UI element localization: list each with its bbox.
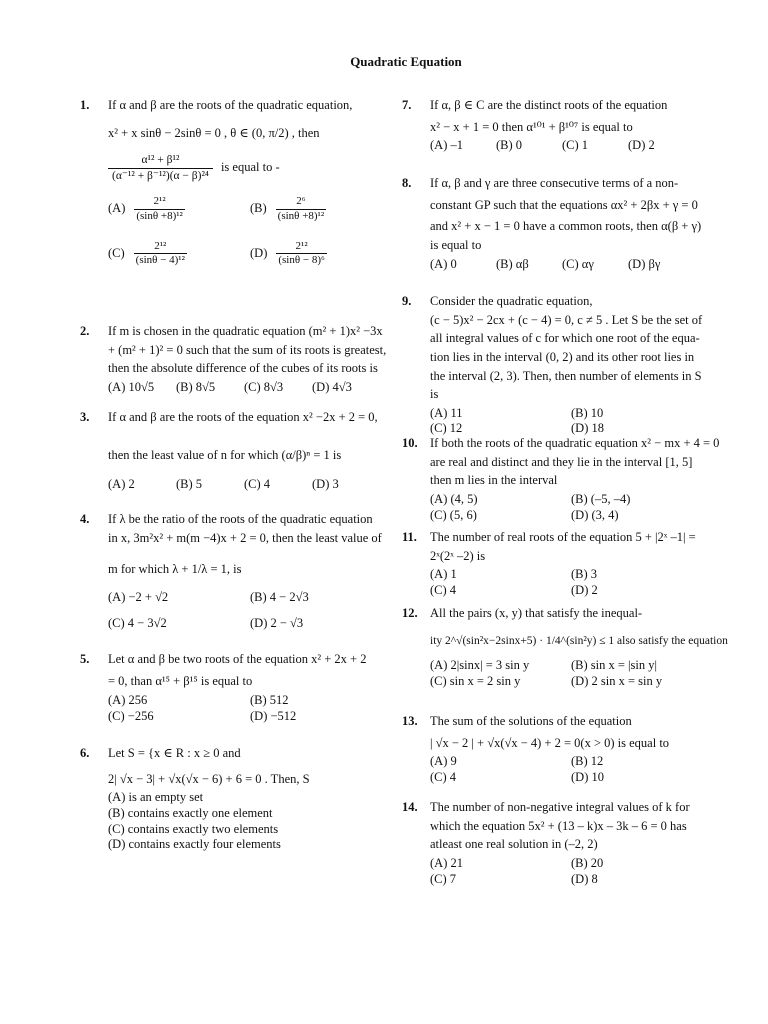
- option-a[interactable]: (A) 21: [430, 855, 463, 870]
- question-7: [402, 98, 712, 176]
- question-6: [80, 746, 392, 853]
- question-text: x² − x + 1 = 0 then α¹⁰¹ + β¹⁰⁷ is equal to: [430, 119, 633, 134]
- option-a[interactable]: (A) 0: [430, 256, 457, 271]
- question-text: the interval (2, 3). Then, then number of elements in S: [430, 368, 702, 383]
- question-text: | √x − 2 | + √x(√x − 4) + 2 = 0(x > 0) is equal to: [430, 735, 670, 750]
- right-column: [402, 98, 728, 887]
- options: [430, 658, 712, 689]
- question-text: The number of real roots of the equation 5 + |2ˣ –1| =: [430, 530, 696, 544]
- question-10: [402, 436, 720, 530]
- option-a[interactable]: (A) is an empty set: [108, 790, 204, 805]
- question-14: [402, 800, 712, 887]
- option-d[interactable]: (D) 2: [628, 138, 655, 153]
- option-a[interactable]: (A) 11: [430, 405, 463, 420]
- question-text: The sum of the solutions of the equation: [430, 714, 632, 728]
- question-8: [402, 176, 712, 294]
- expression-denominator: (α⁻¹² + β⁻¹²)(α − β)²⁴: [108, 168, 213, 183]
- option-a[interactable]: (A) 256: [108, 693, 148, 708]
- options: [108, 380, 392, 396]
- question-text: If m is chosen in the quadratic equation (m² + 1)x² −3x: [108, 324, 383, 338]
- options: [108, 790, 392, 853]
- question-expression: [108, 153, 392, 183]
- options: [108, 590, 392, 631]
- question-text: then the least value of n for which (α/β)ⁿ = 1 is: [108, 447, 342, 462]
- option-a[interactable]: (A) $\frac{\text{2¹²}}{\text{(sinθ +8)¹²}}$: [108, 195, 183, 222]
- option-d[interactable]: (D) −512: [250, 708, 297, 723]
- question-number: 14.: [402, 800, 418, 814]
- option-c[interactable]: (C) contains exactly two elements: [108, 821, 279, 836]
- question-number: 13.: [402, 714, 418, 728]
- question-2: [80, 324, 392, 410]
- expression-numerator: α¹² + β¹²: [141, 154, 180, 167]
- option-d[interactable]: (D) βγ: [628, 256, 661, 271]
- question-number: 4.: [80, 512, 90, 526]
- option-a[interactable]: (A) 2|sinx| = 3 sin y: [430, 658, 530, 672]
- question-text: If λ be the ratio of the roots of the quadratic equation: [108, 512, 373, 526]
- option-b[interactable]: (B) 10: [571, 405, 604, 420]
- question-text: If α and β are the roots of the equation x² −2x + 2 = 0,: [108, 410, 378, 424]
- option-b[interactable]: (B) 5: [176, 477, 203, 492]
- question-text: is equal to: [430, 237, 482, 252]
- option-d[interactable]: (D) 18: [571, 421, 604, 436]
- document-title: Quadratic Equation: [350, 54, 462, 69]
- question-text: Let S = {x ∈ R : x ≥ 0 and: [108, 746, 241, 760]
- question-text: then m lies in the interval: [430, 473, 558, 488]
- option-b[interactable]: (B) (–5, –4): [571, 491, 631, 506]
- question-13: [402, 714, 712, 800]
- question-text: 2| √x − 3| + √x(√x − 6) + 6 = 0 . Then, S: [108, 771, 310, 786]
- option-c[interactable]: (C) 4 − 3√2: [108, 615, 167, 630]
- option-c[interactable]: (C) 4: [430, 582, 457, 597]
- option-c[interactable]: (C) αγ: [562, 256, 594, 271]
- question-text: Consider the quadratic equation,: [430, 294, 593, 308]
- options: [430, 856, 712, 887]
- question-text: all integral values of c for which one root of the equa-: [430, 331, 700, 346]
- option-b[interactable]: (B) 20: [571, 855, 604, 870]
- question-text: atleast one real solution in (–2, 2): [430, 837, 598, 852]
- question-text: All the pairs (x, y) that satisfy the inequal-: [430, 606, 643, 620]
- option-d[interactable]: (D) 2: [571, 582, 598, 597]
- option-d[interactable]: (D) contains exactly four elements: [108, 837, 281, 852]
- question-text: x² + x sinθ − 2sinθ = 0 , θ ∈ (0, π/2) , then: [108, 125, 320, 140]
- question-text: which the equation 5x² + (13 – k)x – 3k – 6 = 0 has: [430, 818, 687, 833]
- option-c[interactable]: (C) $\frac{\text{2¹²}}{\text{(sinθ − 4)¹²}}$: [108, 239, 185, 267]
- question-text: If both the roots of the quadratic equation x² − mx + 4 = 0: [430, 436, 720, 450]
- options: [430, 257, 712, 273]
- option-c[interactable]: (C) sin x = 2 sin y: [430, 673, 521, 688]
- question-text: = 0, than α¹⁵ + β¹⁵ is equal to: [108, 673, 253, 688]
- option-b[interactable]: (B) 8√5: [176, 379, 216, 394]
- option-c[interactable]: (C) 12: [430, 421, 463, 436]
- option-c[interactable]: (C) 7: [430, 871, 457, 886]
- options: [108, 477, 392, 493]
- question-text: is: [430, 387, 439, 402]
- question-number: 1.: [80, 98, 90, 112]
- options: [430, 406, 712, 437]
- option-d[interactable]: (D) $\frac{\text{2¹²}}{\text{(sinθ − 8)⁶}}$: [250, 239, 325, 267]
- question-text: If α, β and γ are three consecutive terms of a non-: [430, 176, 679, 190]
- question-number: 5.: [80, 652, 90, 666]
- question-9: [402, 294, 712, 436]
- option-b[interactable]: (B) 0: [496, 138, 523, 153]
- option-a[interactable]: (A) 1: [430, 567, 457, 582]
- option-a[interactable]: (A) (4, 5): [430, 491, 478, 506]
- question-text: m for which λ + 1/λ = 1, is: [108, 562, 242, 577]
- option-b[interactable]: (B) sin x = |sin y|: [571, 658, 658, 672]
- question-number: 3.: [80, 410, 90, 424]
- question-text: in x, 3m²x² + m(m −4)x + 2 = 0, then the least value of: [108, 530, 382, 545]
- options: [430, 492, 712, 523]
- option-c[interactable]: (C) 4: [430, 769, 457, 784]
- option-a[interactable]: (A) –1: [430, 138, 463, 153]
- question-text: If α and β are the roots of the quadratic equation,: [108, 98, 353, 112]
- option-b[interactable]: (B) αβ: [496, 256, 529, 271]
- option-a[interactable]: (A) 9: [430, 754, 457, 769]
- option-d[interactable]: (D) 8: [571, 871, 598, 886]
- question-text: Let α and β be two roots of the equation x² + 2x + 2: [108, 652, 367, 666]
- option-c[interactable]: (C) (5, 6): [430, 507, 477, 522]
- option-b[interactable]: (B) 4 − 2√3: [250, 589, 309, 604]
- option-c[interactable]: (C) 4: [244, 477, 271, 492]
- question-4: [80, 512, 392, 652]
- option-b[interactable]: (B) contains exactly one element: [108, 805, 273, 820]
- option-b[interactable]: (B) 3: [571, 567, 598, 582]
- question-number: 2.: [80, 324, 90, 338]
- options: [430, 567, 712, 598]
- question-3: [80, 410, 392, 512]
- question-12: [402, 606, 728, 714]
- option-c[interactable]: (C) −256: [108, 708, 154, 723]
- question-text: + (m² + 1)² = 0 such that the sum of its roots is greatest,: [108, 342, 387, 357]
- option-c[interactable]: (C) 8√3: [244, 379, 284, 394]
- option-d[interactable]: (D) 2 sin x = sin y: [571, 673, 663, 688]
- question-text: tion lies in the interval (0, 2) and its other root lies in: [430, 349, 695, 364]
- option-a[interactable]: (A) 2: [108, 477, 135, 492]
- question-1: [80, 98, 392, 324]
- question-text: and x² + x − 1 = 0 have a common roots, then α(β + γ): [430, 219, 702, 234]
- question-text: ity 2^√(sin²x−2sinx+5) · 1/4^(sin²y) ≤ 1 also satisfy the equation: [430, 634, 728, 647]
- question-number: 10.: [402, 436, 418, 450]
- options: [430, 138, 712, 154]
- question-text: then the absolute difference of the cubes of its roots is: [108, 361, 378, 376]
- question-number: 12.: [402, 606, 418, 620]
- option-b[interactable]: (B) 12: [571, 754, 604, 769]
- option-a[interactable]: (A) −2 + √2: [108, 589, 169, 604]
- question-number: 11.: [402, 530, 417, 544]
- options: [108, 693, 392, 724]
- question-11: [402, 530, 712, 606]
- option-a[interactable]: (A) 10√5: [108, 379, 155, 394]
- options: [430, 754, 712, 785]
- option-d[interactable]: (D) 3: [312, 477, 339, 492]
- option-d[interactable]: (D) (3, 4): [571, 507, 619, 522]
- question-text: (c − 5)x² − 2cx + (c − 4) = 0, c ≠ 5 . Let S be the set of: [430, 312, 703, 327]
- option-b[interactable]: (B) $\frac{\text{2⁶}}{\text{(sinθ +8)¹²}}$: [250, 195, 325, 222]
- question-text: The number of non-negative integral values of k for: [430, 800, 690, 814]
- question-number: 7.: [402, 98, 412, 112]
- left-column: [80, 98, 392, 853]
- question-text: constant GP such that the equations αx² + 2βx + γ = 0: [430, 197, 698, 212]
- option-d[interactable]: (D) 4√3: [312, 379, 352, 394]
- options: [108, 191, 392, 272]
- question-number: 8.: [402, 176, 412, 190]
- question-number: 6.: [80, 746, 90, 760]
- question-number: 9.: [402, 294, 412, 308]
- question-5: [80, 652, 392, 746]
- expression-tail: is equal to -: [220, 160, 280, 175]
- option-b[interactable]: (B) 512: [250, 693, 289, 708]
- question-text: 2ˣ(2ˣ –2) is: [430, 548, 486, 563]
- question-text: are real and distinct and they lie in the interval [1, 5]: [430, 454, 693, 469]
- option-d[interactable]: (D) 10: [571, 769, 604, 784]
- question-text: If α, β ∈ C are the distinct roots of the equation: [430, 98, 668, 112]
- option-c[interactable]: (C) 1: [562, 138, 589, 153]
- option-d[interactable]: (D) 2 − √3: [250, 615, 304, 630]
